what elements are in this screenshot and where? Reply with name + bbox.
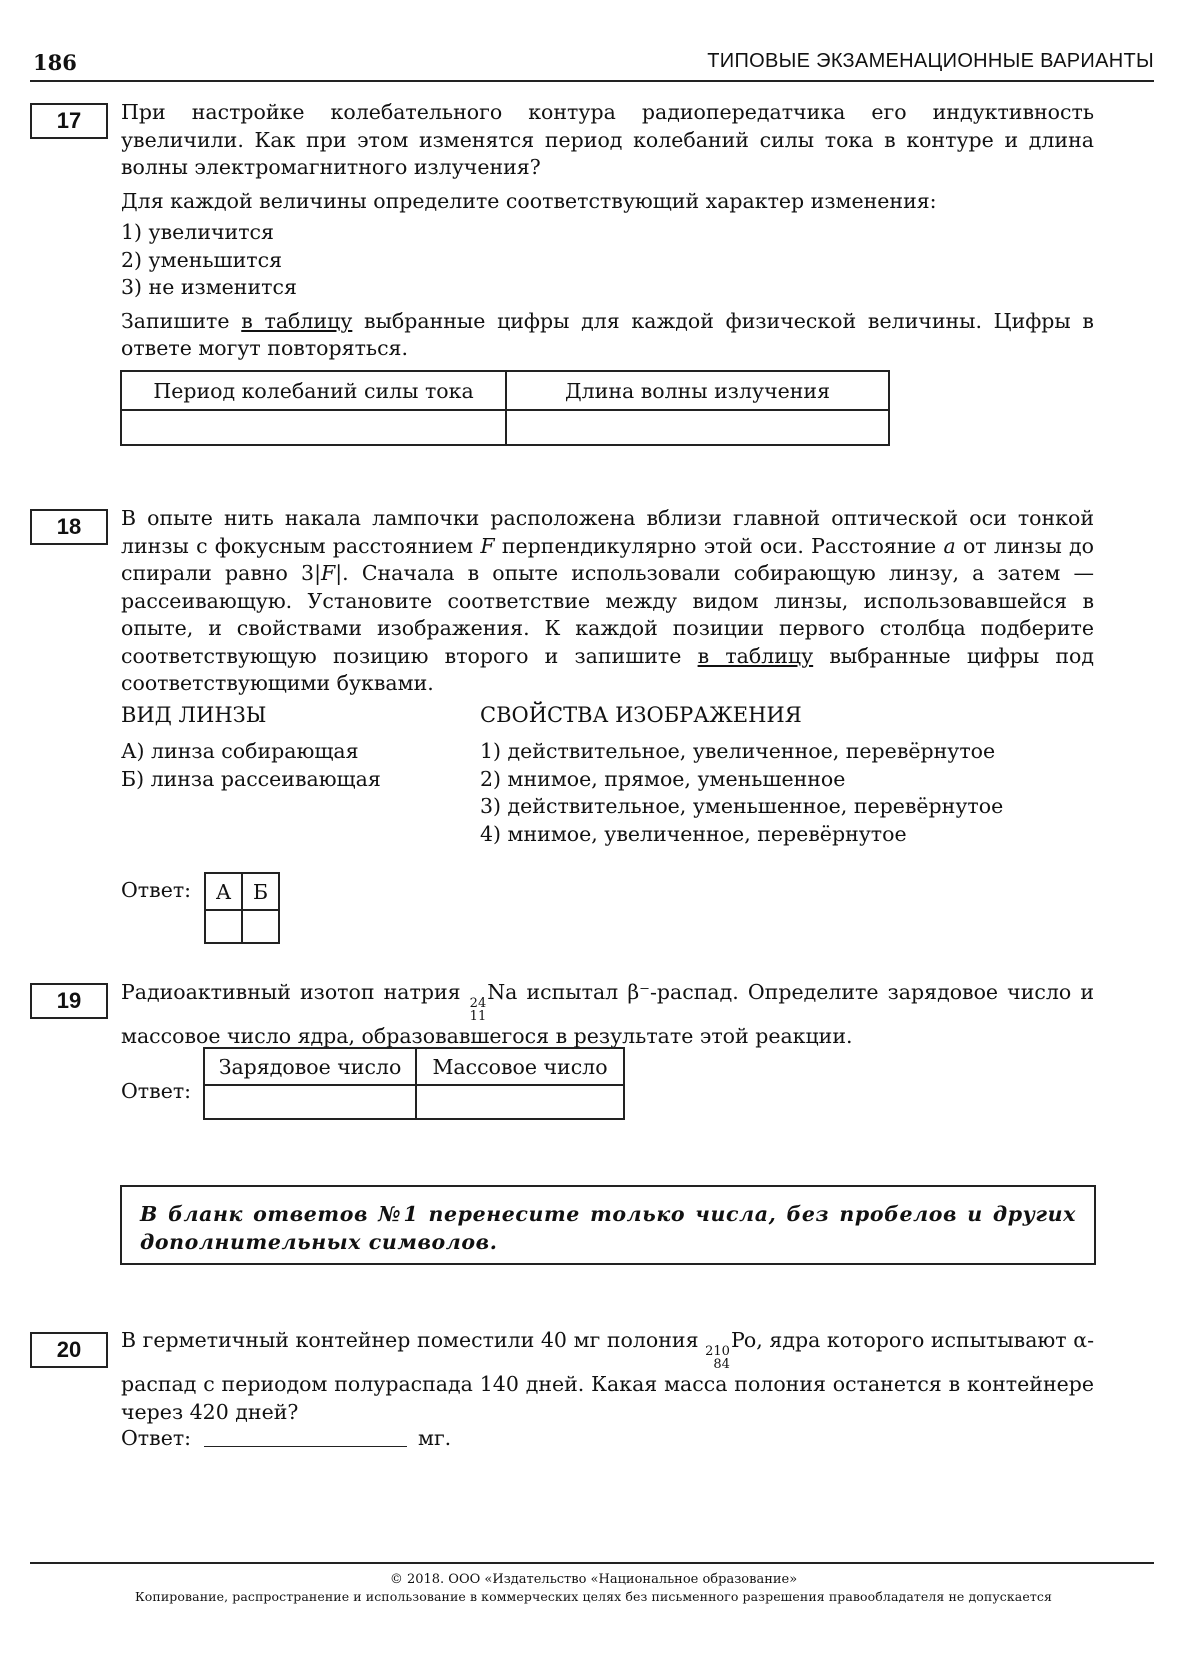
question-17-body	[121, 99, 1094, 363]
q18-text-a: В опыте нить накала лампочки расположена вблизи главной оптической оси тонкой линзы с фокусным расстоянием	[121, 506, 1094, 558]
header-wavelength: Длина волны излучения	[506, 371, 889, 410]
answer-cell-a[interactable]	[205, 910, 242, 943]
write-suffix: выбранные цифры для каждой физической величины. Цифры в ответе могут повторяться.	[121, 308, 1094, 360]
question-20-answer-line[interactable]	[204, 1446, 407, 1447]
q18-text-e: выбранные цифры под соответствующими буквами.	[121, 643, 1094, 695]
answer-cell-charge[interactable]	[204, 1085, 416, 1119]
question-18-text	[121, 505, 1094, 698]
question-20-unit: мг.	[418, 1426, 452, 1450]
question-19-answer-label: Ответ:	[121, 1079, 192, 1103]
answer-cell-b[interactable]	[242, 910, 279, 943]
image-property-2: 2) мнимое, прямое, уменьшенное	[480, 766, 846, 791]
question-20-answer-label: Ответ:	[121, 1426, 192, 1450]
q19-text-c: . Определите зарядовое число и массовое число ядра, образовавшегося в результате этой реакции.	[121, 980, 1094, 1048]
var-a: a	[943, 533, 956, 558]
write-prefix: Запишите	[121, 308, 242, 333]
answer-cell-period[interactable]	[121, 410, 506, 445]
question-17-number: 17	[30, 103, 108, 139]
question-17-write-instruction	[121, 308, 1094, 363]
answer-cell-wavelength[interactable]	[506, 410, 889, 445]
question-17-option-2: 2) уменьшится	[121, 247, 282, 272]
q19-text-b: испытал	[517, 980, 628, 1004]
image-properties-header: СВОЙСТВА ИЗОБРАЖЕНИЯ	[480, 703, 802, 727]
question-20-text	[121, 1327, 1094, 1426]
image-properties-list	[480, 738, 1080, 848]
page-number: 186	[33, 50, 77, 75]
answer-form-notice: В бланк ответов №1 перенесите только числа, без пробелов и других дополнительных символов.	[140, 1202, 1076, 1254]
image-property-3: 3) действительное, уменьшенное, перевёрнутое	[480, 794, 1004, 818]
mass-number: 210	[705, 1344, 730, 1359]
table-link: в таблицу	[241, 308, 353, 333]
lens-type-header: ВИД ЛИНЗЫ	[121, 703, 267, 727]
question-19-number: 19	[30, 983, 108, 1019]
element-symbol: Po	[730, 1328, 757, 1352]
question-18-number: 18	[30, 509, 108, 545]
answer-form-notice-box	[120, 1185, 1096, 1265]
answer-header-b: Б	[242, 873, 279, 910]
header-charge-number: Зарядовое число	[204, 1048, 416, 1085]
decay-type: β⁻-распад	[627, 980, 733, 1004]
q20-text-b: , ядра которого испытывают α-распад с периодом полураспада 140 дней. Какая масса полония останется в контейнере через 420 дней?	[121, 1328, 1094, 1424]
question-18-answer-label: Ответ:	[121, 878, 192, 902]
footer-rule	[30, 1562, 1154, 1564]
answer-cell-mass[interactable]	[416, 1085, 624, 1119]
lens-type-list	[121, 738, 461, 793]
footer-notice: Копирование, распространение и использование в коммерческих целях без письменного разрешения правообладателя не допускается	[135, 1589, 1052, 1604]
element-symbol: Na	[487, 980, 518, 1004]
question-18-answer-table	[204, 872, 280, 944]
footer-copyright: © 2018. ООО «Издательство «Национальное образование»	[389, 1572, 798, 1587]
question-17-option-1: 1) увеличится	[121, 220, 274, 244]
answer-header-a: А	[205, 873, 242, 910]
q18-text-c: от линзы до спирали равно 3	[121, 533, 1094, 585]
table-link: в таблицу	[697, 643, 814, 668]
question-17-option-3: 3) не изменится	[121, 275, 297, 299]
question-19-answer-table	[203, 1047, 625, 1120]
question-20-number: 20	[30, 1332, 108, 1368]
sodium-isotope-numbers	[470, 997, 487, 1023]
running-title: ТИПОВЫЕ ЭКЗАМЕНАЦИОННЫЕ ВАРИАНТЫ	[707, 50, 1154, 72]
q19-text-a: Радиоактивный изотоп натрия	[121, 980, 470, 1004]
mass-number: 24	[469, 996, 487, 1011]
lens-type-b: Б) линза рассеивающая	[121, 766, 381, 791]
header-mass-number: Массовое число	[416, 1048, 624, 1085]
q20-text-a: В герметичный контейнер поместили 40 мг полония	[121, 1328, 706, 1352]
lens-type-a: А) линза собирающая	[121, 739, 359, 763]
q18-text-d: . Сначала в опыте использовали собирающую линзу, а затем — рассеивающую. Установите соответствие между видом линзы, использовавшейся в опыте, и свойствами изображения. К каждой позиции первого столбца подберите соответствующую позицию второго и запишите	[121, 561, 1094, 668]
question-19-text	[121, 979, 1094, 1051]
question-17-instruction: Для каждой величины определите соответствующий характер изменения:	[121, 188, 937, 213]
image-property-1: 1) действительное, увеличенное, перевёрнутое	[480, 739, 996, 763]
atomic-number: 11	[469, 1009, 487, 1024]
q18-text-b: перпендикулярно этой оси. Расстояние	[494, 533, 944, 558]
polonium-isotope-numbers	[705, 1345, 730, 1371]
header-rule	[30, 80, 1154, 82]
header-period: Период колебаний силы тока	[121, 371, 506, 410]
abs-F: |F|	[314, 561, 343, 585]
image-property-4: 4) мнимое, увеличенное, перевёрнутое	[480, 821, 907, 846]
var-F: F	[480, 533, 495, 558]
question-17-answer-table	[120, 370, 890, 446]
question-17-text: При настройке колебательного контура радиопередатчика его индуктивность увеличили. Как при этом изменятся период колебаний силы тока в контуре и длина волны электромагнитного излучения?	[121, 100, 1094, 179]
atomic-number: 84	[713, 1357, 730, 1372]
